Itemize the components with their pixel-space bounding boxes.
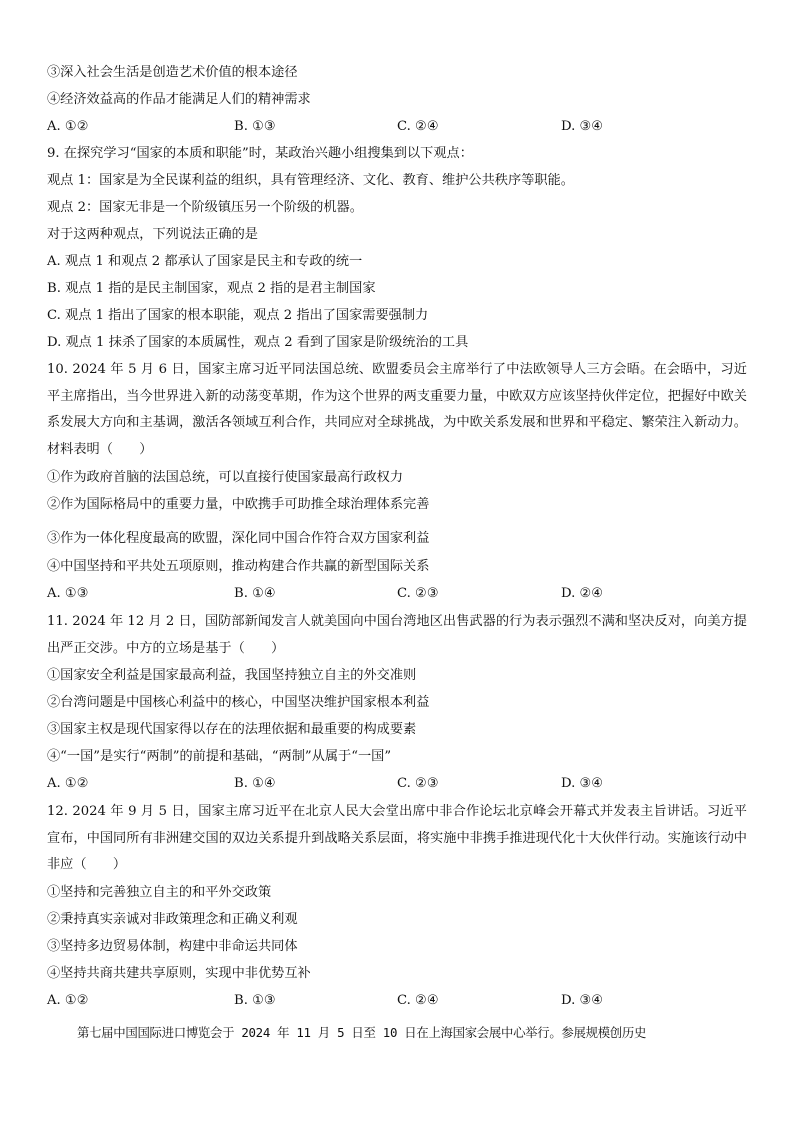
- q9-question: 对于这两种观点，下列说法正确的是: [47, 227, 258, 242]
- q11-statement-3: ③国家主权是现代国家得以存在的法理依据和最重要的构成要素: [47, 722, 417, 737]
- q10-statement-3: ③作为一体化程度最高的欧盟，深化同中国合作符合双方国家利益: [47, 531, 430, 546]
- q8-option-a: A. ①②: [47, 119, 89, 134]
- q8-options: [47, 118, 747, 136]
- q12-stem: 12. 2024 年 9 月 5 日，国家主席习近平在北京人民大会堂出席中非合作论坛北京峰会开幕式并发表主旨讲话。习近平宣布，中国同所有非洲建交国的双边关系提升到战略关系层面，将实施中非携手推进现代化十大伙伴行动。实施该行动中非应（ ）: [47, 804, 747, 872]
- q10-statement-4: ④中国坚持和平共处五项原则，推动构建合作共赢的新型国际关系: [47, 559, 430, 574]
- q11-statement-1: ①国家安全利益是国家最高利益，我国坚持独立自主的外交准则: [47, 668, 417, 683]
- q12-statement-1: ①坚持和完善独立自主的和平外交政策: [47, 885, 272, 900]
- q11-statement-4: ④“一国”是实行“两制”的前提和基础，“两制”从属于“一国”: [47, 749, 392, 764]
- q10-stem: 10. 2024 年 5 月 6 日，国家主席习近平同法国总统、欧盟委员会主席举行了中法欧领导人三方会晤。在会晤中，习近平主席指出，当今世界进入新的动荡变革期，作为这个世界的两支重要力量，中欧双方应该坚持伙伴定位，把握好中欧关系发展大方向和主基调，激活各领域互利合作，共同应对全球挑战，为中欧关系发展和世界和平稳定、繁荣注入新动力。材料表明（ ）: [47, 362, 747, 457]
- q8-option-d: D. ③④: [561, 119, 604, 134]
- q11-option-c: C. ②③: [397, 776, 439, 791]
- q9-view-2: 观点 2：国家无非是一个阶级镇压另一个阶级的机器。: [47, 200, 363, 215]
- q11-option-d: D. ③④: [561, 776, 604, 791]
- q9-option-d: D. 观点 1 抹杀了国家的本质属性，观点 2 看到了国家是阶级统治的工具: [47, 335, 469, 350]
- q12-option-d: D. ③④: [561, 993, 604, 1008]
- q9-view-1: 观点 1：国家是为全民谋利益的组织，具有管理经济、文化、教育、维护公共秩序等职能。: [47, 173, 574, 188]
- q10-option-b: B. ①④: [234, 586, 276, 601]
- q12-options: [47, 992, 747, 1010]
- q10-options: [47, 585, 747, 603]
- q11-option-b: B. ①④: [234, 776, 276, 791]
- q9-option-a: A. 观点 1 和观点 2 都承认了国家是民主和专政的统一: [47, 254, 363, 269]
- q10-statement-1: ①作为政府首脑的法国总统，可以直接行使国家最高行政权力: [47, 470, 404, 485]
- q11-stem: 11. 2024 年 12 月 2 日，国防部新闻发言人就美国向中国台湾地区出售武器的行为表示强烈不满和坚决反对，向美方提出严正交涉。中方的立场是基于（ ）: [47, 614, 747, 656]
- q11-option-a: A. ①②: [47, 776, 89, 791]
- q12-statement-4: ④坚持共商共建共享原则，实现中非优势互补: [47, 966, 311, 981]
- q11-statement-2: ②台湾问题是中国核心利益中的核心，中国坚决维护国家根本利益: [47, 695, 430, 710]
- q10-statement-2: ②作为国际格局中的重要力量，中欧携手可助推全球治理体系完善: [47, 497, 430, 512]
- q10-option-a: A. ①③: [47, 586, 89, 601]
- q9-stem: 9. 在探究学习“国家的本质和职能”时，某政治兴趣小组搜集到以下观点：: [47, 146, 473, 161]
- q8-statement-4: ④经济效益高的作品才能满足人们的精神需求: [47, 92, 311, 107]
- q11-options: [47, 775, 747, 793]
- q9-option-b: B. 观点 1 指的是民主制国家，观点 2 指的是君主制国家: [47, 281, 376, 296]
- q12-option-c: C. ②④: [397, 993, 439, 1008]
- q12-option-b: B. ①③: [234, 993, 276, 1008]
- q8-option-c: C. ②④: [397, 119, 439, 134]
- q8-option-b: B. ①③: [234, 119, 276, 134]
- q12-statement-2: ②秉持真实亲诚对非政策理念和正确义利观: [47, 912, 298, 927]
- q9-option-c: C. 观点 1 指出了国家的根本职能，观点 2 指出了国家需要强制力: [47, 308, 429, 323]
- q12-statement-3: ③坚持多边贸易体制，构建中非命运共同体: [47, 939, 298, 954]
- q8-statement-3: ③深入社会生活是创造艺术价值的根本途径: [47, 65, 298, 80]
- next-question-snippet: 第七届中国国际进口博览会于 2024 年 11 月 5 日至 10 日在上海国家会展中心举行。参展规模创历史: [77, 1025, 647, 1040]
- q10-option-c: C. ②③: [397, 586, 439, 601]
- q10-option-d: D. ②④: [561, 586, 604, 601]
- q12-option-a: A. ①②: [47, 993, 89, 1008]
